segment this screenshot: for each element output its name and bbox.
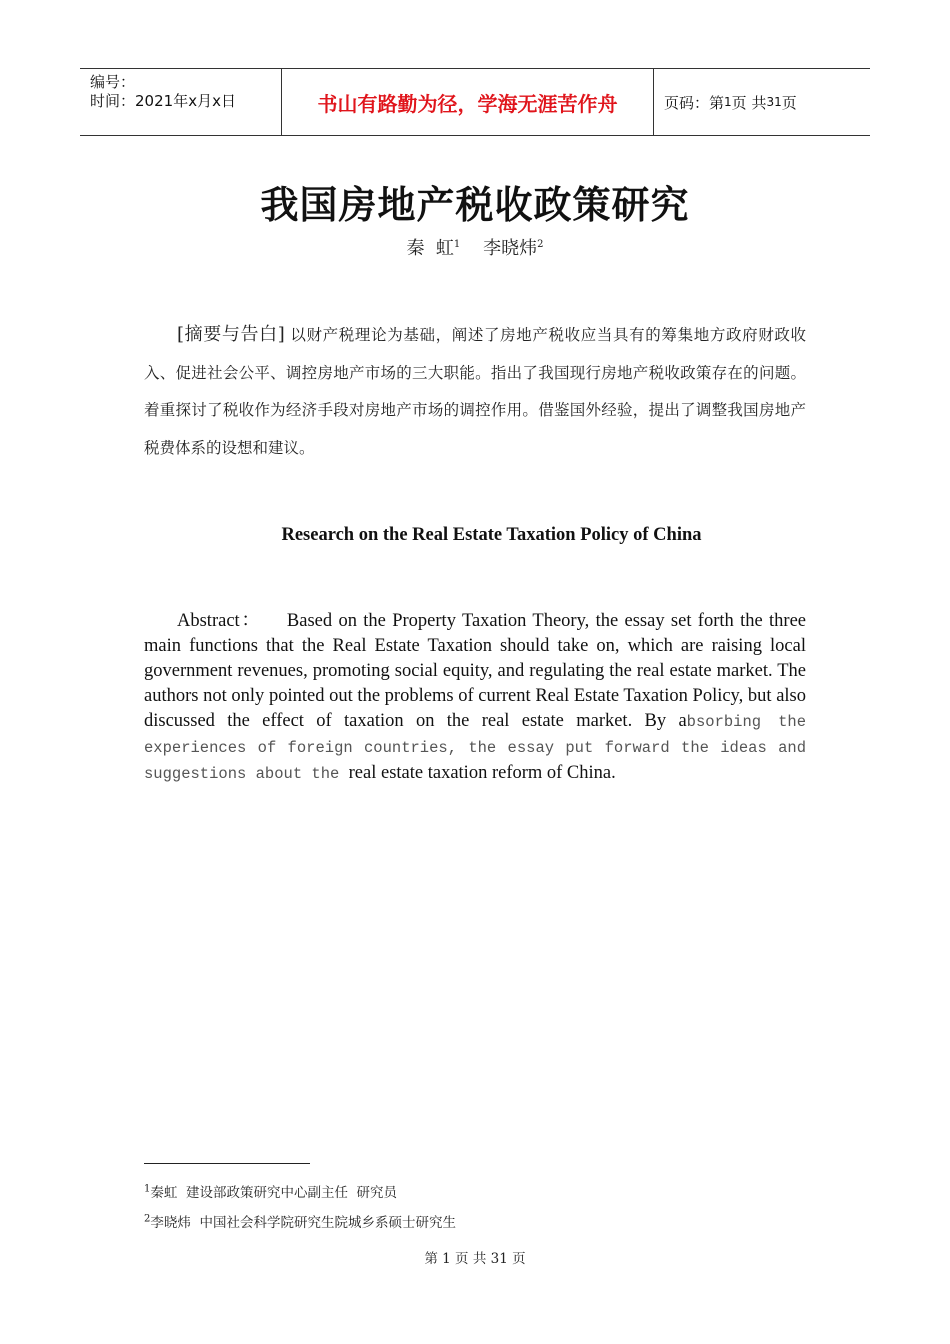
document-title: 我国房地产税收政策研究 xyxy=(260,182,690,227)
page-total: 31 xyxy=(766,95,782,109)
page-mid: 页 共 xyxy=(731,93,767,112)
page-suffix: 页 xyxy=(781,93,797,112)
page-label: 页码： xyxy=(664,93,710,112)
time-line xyxy=(90,92,281,111)
number-label: 编号： xyxy=(90,73,136,91)
author-1: 秦 虹 xyxy=(406,238,454,259)
footnote-1 xyxy=(144,1181,397,1201)
abstract-en-part1: Based on the Property Taxation Theory, the essay set forth the three main functions that the Real Estate Taxation should take on, which are raising local government revenues, promoting social equity, and regulating the real estate market. The authors not only pointed out the problems of current Real Estate Taxation Policy, but also discussed the effect of taxation on the real estate market. By a xyxy=(144,611,806,731)
abstract-en-part2: bsorbing the experiences of foreign countries, the essay put forward the ideas and suggestions about the xyxy=(144,713,806,783)
page-prefix: 第 xyxy=(709,93,725,112)
authors xyxy=(0,234,950,260)
header-page-info xyxy=(654,69,870,135)
author-2: 李晓炜 xyxy=(483,238,538,259)
header-motto: 书山有路勤为径，学海无涯苦作舟 xyxy=(281,69,654,135)
author-2-mark: 2 xyxy=(537,239,544,250)
abstract-chinese xyxy=(144,316,806,467)
footnote-1-text: 秦虹 建设部政策研究中心副主任 研究员 xyxy=(150,1185,398,1201)
footnote-divider xyxy=(144,1163,310,1164)
abstract-cn-body: 以财产税理论为基础，阐述了房地产税收应当具有的筹集地方政府财政收入、促进社会公平、调控房地产市场的三大职能。指出了我国现行房地产税收政策存在的问题。着重探讨了税收作为经济手段对房地产市场的调控作用。借鉴国外经验，提出了调整我国房地产税费体系的设想和建议。 xyxy=(144,326,806,457)
time-value: 2021年x月x日 xyxy=(135,92,236,110)
page-num: 1 xyxy=(724,95,732,109)
abstract-english xyxy=(144,609,806,787)
footnote-2 xyxy=(144,1211,456,1231)
footnote-1-mark: 1 xyxy=(144,1183,151,1195)
english-title: Research on the Real Estate Taxation Policy of China xyxy=(281,525,702,545)
author-1-mark: 1 xyxy=(453,239,461,250)
abstract-en-lead: Abstract： xyxy=(177,611,262,631)
abstract-en-part3: real estate taxation reform of China. xyxy=(348,763,616,783)
time-label: 时间： xyxy=(90,92,136,110)
footnote-2-mark: 2 xyxy=(144,1213,151,1225)
page-header xyxy=(80,68,870,136)
abstract-cn-lead: [摘要与告白] xyxy=(177,324,285,345)
header-meta xyxy=(80,69,281,135)
footnote-2-text: 李晓炜 中国社会科学院研究生院城乡系硕士研究生 xyxy=(150,1215,456,1231)
page-footer: 第 1 页 共 31 页 xyxy=(424,1251,526,1267)
